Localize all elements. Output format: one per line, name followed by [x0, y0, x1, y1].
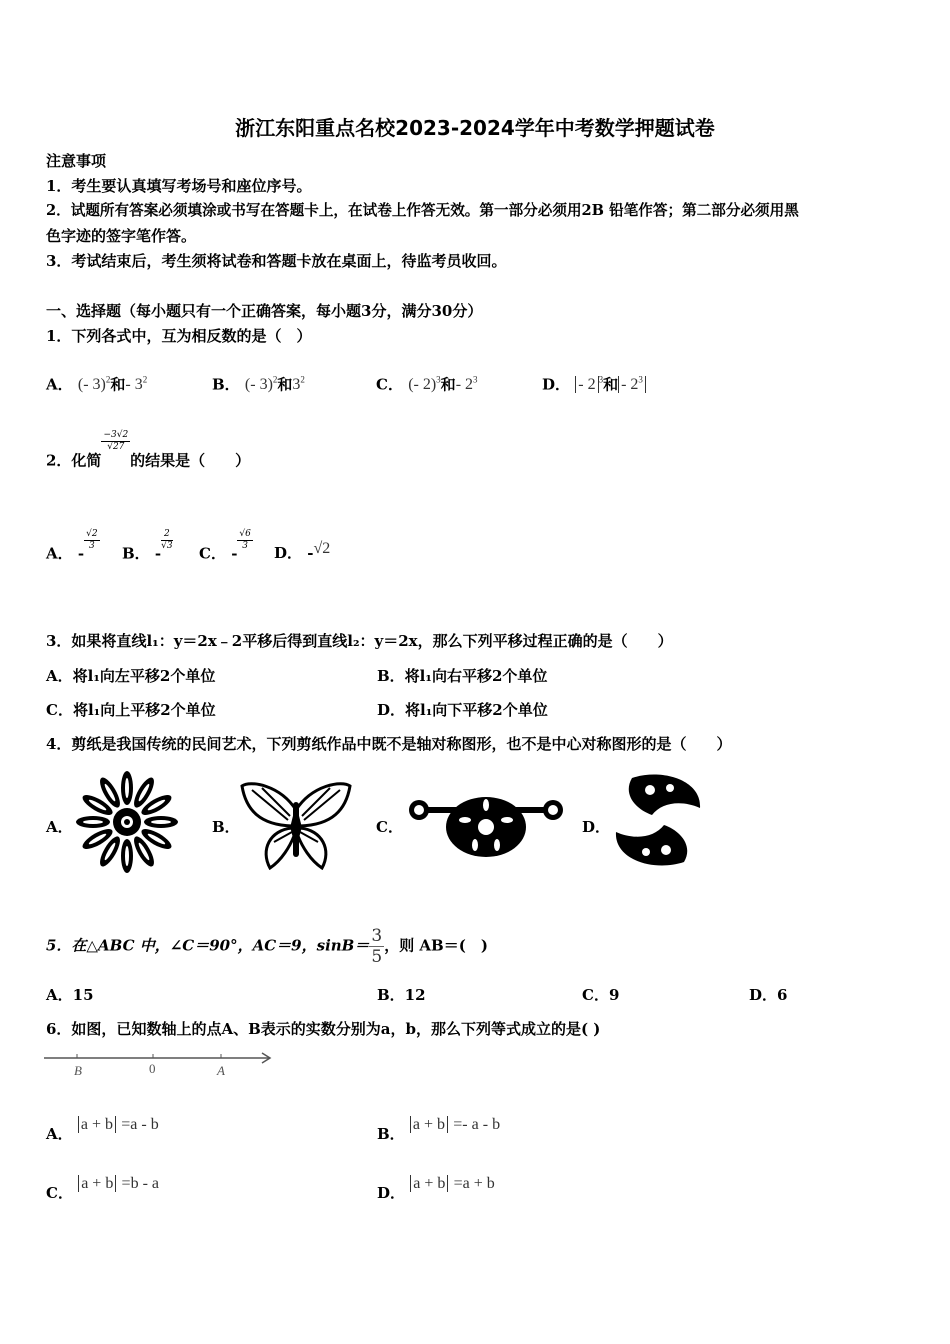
q1-option-c[interactable]: C． (- 2)$^3$和- $2^3$ — [376, 375, 478, 394]
option-label: D． — [377, 1184, 406, 1202]
q4-option-c-label[interactable]: C． — [376, 818, 403, 836]
sign: - — [154, 544, 162, 563]
q3-option-c[interactable]: C．将l₁向上平移2个单位 — [46, 701, 216, 719]
denominator: √27 — [107, 442, 125, 452]
q1-option-d[interactable]: D． - 2 $^3$和 - $2^3$ — [542, 370, 646, 395]
rhs: =- a - b — [453, 1116, 501, 1133]
rhs: =a - b — [121, 1116, 159, 1133]
fraction — [161, 529, 172, 552]
sign: - — [77, 544, 85, 563]
q2-option-a[interactable] — [46, 529, 100, 566]
question-5-stem — [46, 926, 488, 967]
rhs: =a + b — [453, 1175, 495, 1192]
papercut-butterfly-image — [240, 780, 352, 872]
q6-option-b[interactable] — [377, 1116, 501, 1143]
option-label: B． — [212, 375, 240, 394]
option-label: C． — [46, 1184, 73, 1202]
and-text: 和 — [110, 375, 126, 394]
notice-heading: 注意事项 — [46, 152, 107, 170]
abs-expr: a + b — [78, 1116, 116, 1133]
value: √2 — [313, 540, 331, 557]
question-6-stem: 6．如图，已知数轴上的点A、B表示的实数分别为a，b，那么下列等式成立的是( ) — [46, 1020, 601, 1038]
rhs: =b - a — [121, 1175, 159, 1192]
numerator: 2 — [161, 529, 172, 541]
numerator: 3 — [371, 926, 383, 946]
q6-option-c[interactable] — [46, 1175, 159, 1202]
q6-option-d[interactable] — [377, 1175, 495, 1202]
axis-label-zero: 0 — [149, 1061, 156, 1076]
q2-option-c[interactable] — [199, 529, 253, 566]
option-label: A． — [46, 1125, 73, 1143]
question-3-stem: 3．如果将直线l₁：y＝2x﹣2平移后得到直线l₂：y＝2x，那么下列平移过程正确的是（ ） — [46, 632, 673, 650]
fraction — [101, 430, 130, 453]
and-text: 和 — [277, 375, 293, 394]
q4-option-a-label[interactable]: A． — [46, 818, 73, 836]
fraction — [369, 926, 384, 967]
option-label: D． — [542, 375, 571, 394]
denominator: √3 — [161, 541, 173, 551]
q6-option-a[interactable] — [46, 1116, 159, 1143]
q3-option-a[interactable]: A．将l₁向左平移2个单位 — [46, 667, 216, 685]
axis-label-b: B — [74, 1063, 82, 1078]
denominator: 3 — [88, 541, 95, 551]
stem-text: 5．在△ABC 中，∠C＝90°，AC＝9，sinB＝ — [46, 936, 370, 955]
q2-option-d[interactable] — [274, 540, 331, 564]
abs-expr: a + b — [410, 1175, 448, 1192]
question-1-stem: 1．下列各式中，互为相反数的是（ ） — [46, 327, 312, 345]
and-text: 和 — [440, 375, 456, 394]
option-label: A． — [46, 544, 73, 563]
question-4-stem: 4．剪纸是我国传统的民间艺术，下列剪纸作品中既不是轴对称图形，也不是中心对称图形的是（ ） — [46, 735, 732, 753]
q3-option-d[interactable]: D．将l₁向下平移2个单位 — [377, 701, 548, 719]
sign: - — [307, 544, 314, 562]
q4-option-d-label[interactable]: D． — [582, 818, 611, 836]
papercut-flower-image — [75, 770, 180, 875]
q1-option-a[interactable]: A． (- 3)$^2$和- $3^2$ — [46, 375, 148, 394]
stem-text: 的结果是（ ） — [130, 451, 251, 470]
section-heading: 一、选择题（每小题只有一个正确答案，每小题3分，满分30分） — [46, 302, 483, 320]
option-label: A． — [46, 375, 73, 394]
fraction — [84, 529, 99, 552]
q1-option-b[interactable]: B． (- 3)$^2$和$3^2$ — [212, 375, 305, 394]
question-2-stem — [46, 430, 251, 473]
q2-option-b[interactable] — [122, 529, 173, 566]
q5-option-d[interactable]: D．6 — [749, 986, 788, 1004]
notice-item: 2．试题所有答案必须填涂或书写在答题卡上，在试卷上作答无效。第一部分必须用2B 铅笔作答；第二部分必须用黑 — [46, 202, 799, 219]
option-label: B． — [377, 1125, 405, 1143]
and-text: 和 — [603, 375, 619, 394]
option-label: C． — [199, 544, 226, 563]
notice-item: 1．考生要认真填写考场号和座位序号。 — [46, 177, 312, 195]
q5-option-a[interactable]: A．15 — [46, 986, 94, 1004]
numerator: −3√2 — [103, 430, 129, 440]
numerator: √6 — [239, 529, 251, 539]
sign: - — [231, 544, 238, 563]
stem-text: 2．化简 — [46, 451, 102, 470]
fraction — [237, 529, 252, 552]
option-label: D． — [274, 544, 303, 562]
papercut-floral-image — [405, 785, 567, 870]
notice-item: 3．考试结束后，考生须将试卷和答题卡放在桌面上，待监考员收回。 — [46, 252, 507, 270]
numerator: √2 — [86, 529, 98, 539]
option-label: B． — [122, 544, 150, 563]
q4-option-b-label[interactable]: B． — [212, 818, 240, 836]
abs-expr: a + b — [78, 1175, 116, 1192]
stem-text: ，则 AB＝( ) — [384, 936, 488, 955]
number-line-figure — [44, 1048, 276, 1082]
axis-label-a: A — [217, 1063, 225, 1078]
denominator: 5 — [371, 947, 383, 967]
q3-option-b[interactable]: B．将l₁向右平移2个单位 — [377, 667, 548, 685]
denominator: 3 — [242, 541, 249, 551]
papercut-swirl-image — [612, 770, 704, 870]
page-title: 浙江东阳重点名校2023-2024学年中考数学押题试卷 — [235, 116, 715, 140]
notice-item: 色字迹的签字笔作答。 — [46, 227, 197, 245]
q5-option-b[interactable]: B．12 — [377, 986, 426, 1004]
option-label: C． — [376, 375, 403, 394]
abs-expr: a + b — [410, 1116, 448, 1133]
q5-option-c[interactable]: C．9 — [582, 986, 620, 1004]
